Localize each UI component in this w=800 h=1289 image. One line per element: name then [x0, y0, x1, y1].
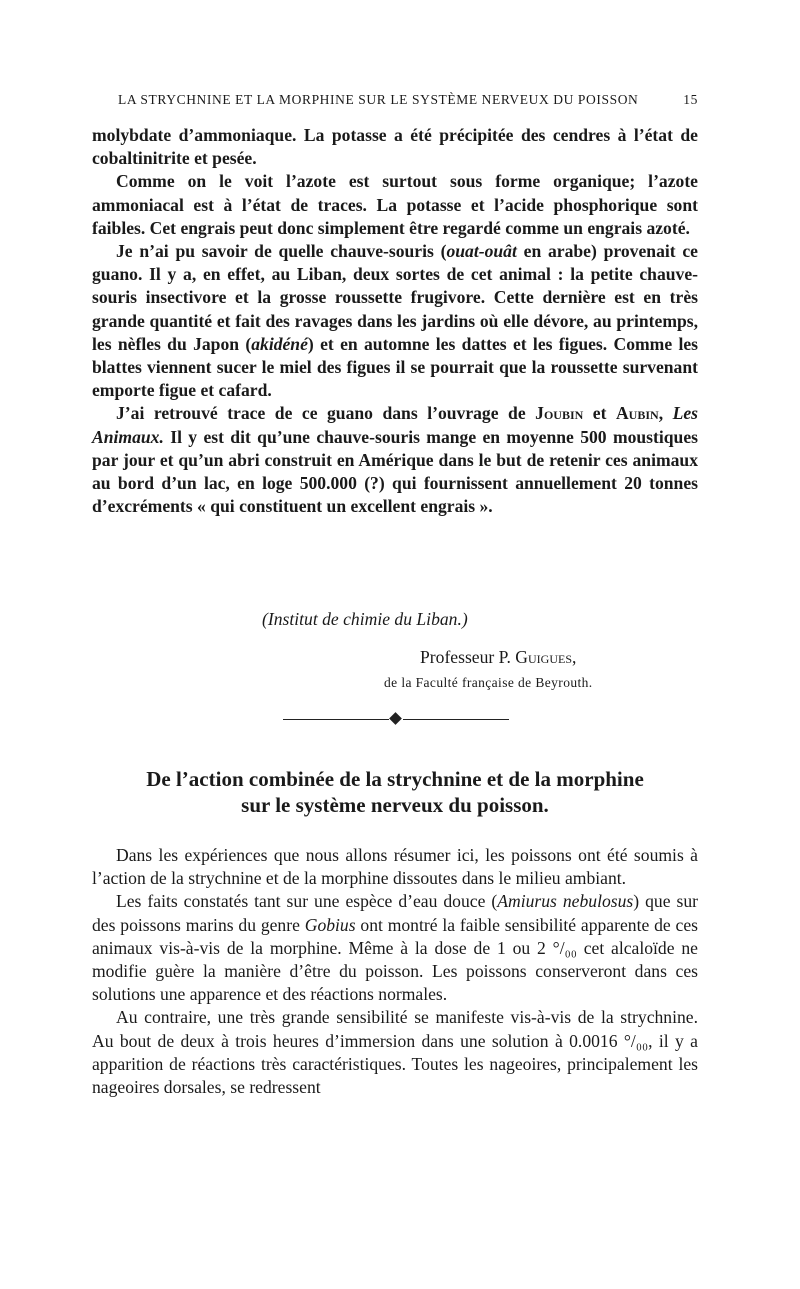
arabic-term: ouat-ouât — [446, 241, 517, 262]
species-name: Amiurus nebulosus — [497, 891, 634, 912]
text-run: Les faits constatés tant sur une espèce d’eau douce ( — [116, 891, 498, 912]
text-run: ) et en automne les dattes et les figues. Comme les blattes viennent sucer le miel des figues il se pourrait que la roussette survenant emporte figue et cafard. — [92, 333, 698, 401]
author-suffix: , — [572, 647, 577, 667]
text-run: , — [658, 403, 673, 424]
cited-author: Aubin — [615, 403, 659, 424]
japanese-term: akidéné — [251, 333, 308, 354]
paragraph — [92, 240, 698, 402]
text-run: et — [583, 403, 616, 424]
author-affiliation: de la Faculté française de Beyrouth. — [384, 675, 593, 690]
paragraph — [92, 402, 698, 518]
section-divider — [283, 713, 509, 727]
article-title — [92, 766, 698, 818]
page-number: 15 — [683, 92, 698, 107]
title-line: sur le système nerveux du poisson. — [241, 793, 549, 817]
paragraph: Dans les expériences que nous allons résumer ici, les poissons ont été soumis à l’action de la strychnine et de la morphine dissoutes dans le milieu ambiant. — [92, 845, 698, 889]
article-guano-body — [92, 124, 698, 518]
genus-name: Gobius — [304, 914, 356, 935]
text-run: J’ai retrouvé trace de ce guano dans l’ouvrage de — [116, 403, 536, 424]
paragraph: Au contraire, une très grande sensibilité se manifeste vis-à-vis de la strychnine. Au bout de deux à trois heures d’immersion dans une solution à 0.0016 °/₀₀, il y a apparition de réactions très caractéristiques. Toutes les nageoires, principalement les nageoires dorsales, se redressent — [92, 1007, 698, 1098]
running-head — [118, 92, 698, 108]
paragraph: molybdate d’ammoniaque. La potasse a été précipitée des cendres à l’état de cobaltinitrite et pesée. — [92, 125, 698, 169]
text-run: en arabe) provenait ce guano. Il y a, en effet, au Liban, deux sortes de cet animal : la petite chauve-souris insectivore et la grosse roussette frugivore. Cette dernière est en très grande quantité et fait des ravages dans les jardins où elle dévore, au printemps, les nèfles du Japon ( — [92, 241, 698, 354]
paragraph — [92, 890, 698, 1006]
source-line: (Institut de chimie du Liban.) — [262, 609, 468, 629]
text-run: ont montré la faible sensibilité apparente de ces animaux vis-à-vis de la morphine. Même à la dose de 1 ou 2 °/₀₀ cet alcaloïde ne modifie guère la manière d’être du poisson. Les poissons conserveront dans ces solutions une apparence et des réactions normales. — [92, 914, 698, 1005]
diamond-icon — [389, 712, 402, 725]
text-run: Je n’ai pu savoir de quelle chauve-souris ( — [116, 241, 447, 262]
book-title: Les Animaux. — [92, 403, 698, 447]
text-run: ) que sur des poissons marins du genre — [92, 891, 699, 935]
paragraph: Comme on le voit l’azote est surtout sous forme organique; l’azote ammoniacal est à l’état de traces. La potasse et l’acide phosphorique sont faibles. Cet engrais peut donc simplement être regardé comme un engrais azoté. — [92, 171, 698, 238]
divider-line — [283, 719, 389, 720]
divider-line — [403, 719, 509, 720]
running-head-title: LA STRYCHNINE ET LA MORPHINE SUR LE SYSTÈME NERVEUX DU POISSON — [118, 92, 639, 107]
author-prefix: Professeur P. — [420, 647, 516, 667]
title-line: De l’action combinée de la strychnine et de la morphine — [146, 767, 644, 791]
article-strychnine-body — [92, 844, 698, 1099]
text-run: Il y est dit qu’une chauve-souris mange en moyenne 500 moustiques par jour et qu’un abri construit en Amérique dans le but de retenir ces animaux au bord d’un lac, en loge 500.000 (?) qui fournissent annuellement 20 tonnes d’excréments « qui constituent un excellent engrais ». — [92, 426, 698, 517]
author-name: Guigues — [515, 647, 573, 667]
author-signature — [420, 647, 576, 668]
cited-author: Joubin — [535, 403, 584, 424]
